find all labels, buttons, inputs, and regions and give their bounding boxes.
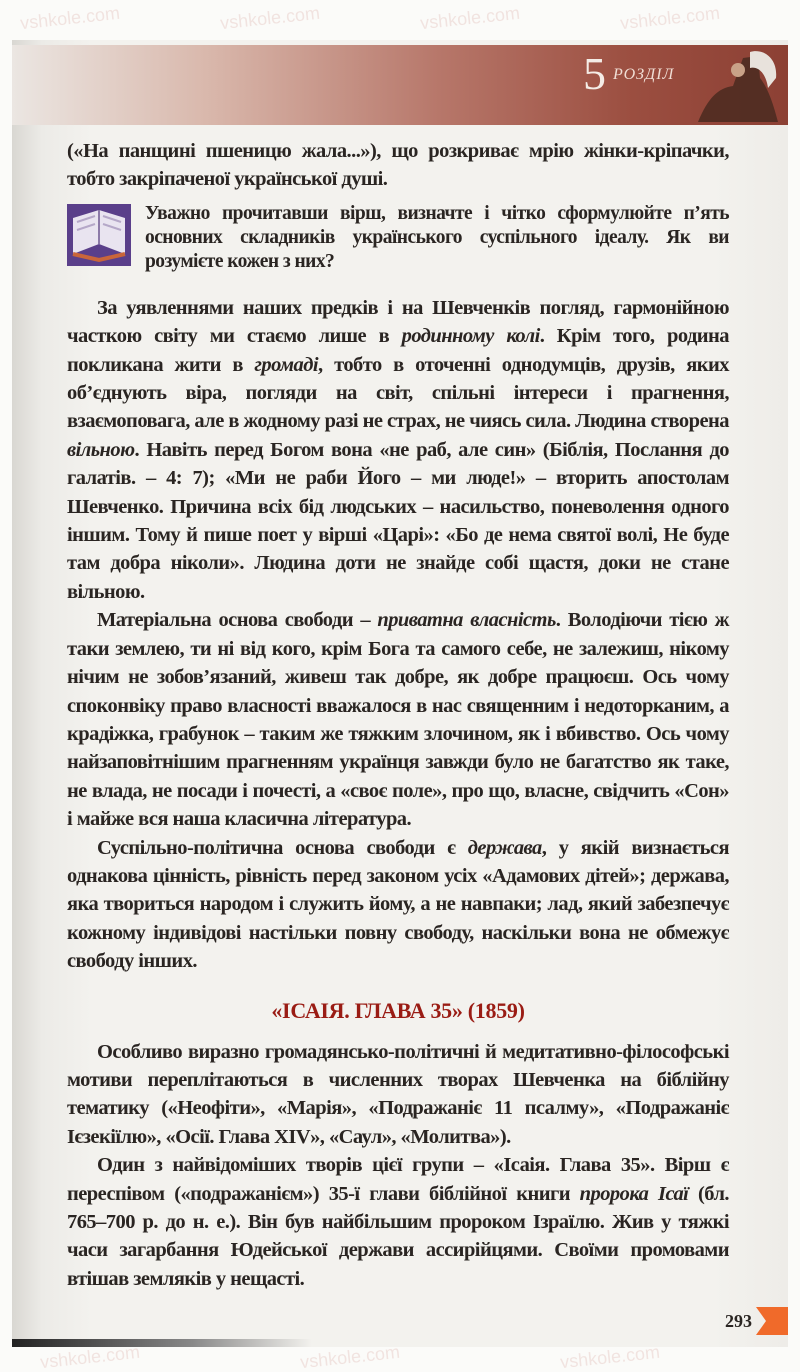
text-run: За уявленнями наших предків і на Шевченків погляд, гармонійною часткою світу ми стаємо лише в: [67, 296, 729, 348]
emphasis-text: вільною: [67, 438, 135, 461]
watermark: vshkole.com: [39, 1341, 141, 1372]
section-text: [67, 1038, 729, 1294]
watermark: vshkole.com: [299, 1341, 401, 1372]
emphasis-text: держава: [467, 836, 542, 859]
text-run: (бл. 765–700 р. до н. е.). Він був найбільшим пророком Ізраїлю. Жив у тяжкі часи загарбання Юдейської держави ассирійцями. Своїми промовами втішав земляків у нещасті.: [67, 1182, 729, 1290]
open-book-question-icon: [67, 204, 131, 266]
chapter-number: 5: [583, 48, 606, 99]
page-footer: [67, 1307, 788, 1335]
intro-paragraph: [67, 137, 729, 194]
main-text: [67, 294, 729, 976]
paragraph: [67, 606, 729, 833]
paragraph: [67, 1038, 729, 1152]
text-run: («На панщині пшеницю жала...»): [67, 140, 377, 162]
page-tab-arrow-icon: [756, 1307, 788, 1335]
text-run: . Вірш є переспівом («подражанієм») 35-ї глави біблійної книги: [67, 1154, 729, 1205]
text-run: Особливо виразно громадянсько-політичні й медитативно-філософські мотиви переплітаються в численних творах Шевченка на біблійну тематику («Неофіти», «Марія», «Подражаніє 11 псалму», «Подражаніє Ієзекіїлю», «Осії. Глава XIV», «Саул», «Молитва»).: [67, 1040, 729, 1148]
page-edge: [12, 1339, 312, 1347]
text-run: , що розкриває мрію жінки-кріпачки, тобто закріпаченої української душі.: [67, 140, 729, 191]
emphasis-text: родинному колі: [401, 325, 540, 348]
paragraph: [67, 1151, 729, 1293]
watermark: vshkole.com: [19, 2, 121, 34]
section-title: «ІСАІЯ. ГЛАВА 35» (1859): [271, 997, 525, 1023]
text-run: «Ісаія. Глава 35»: [493, 1154, 650, 1177]
page-number: 293: [725, 1310, 752, 1331]
question-text: Уважно прочитавши вірш, визначте і чітко сформулюйте п’ять основних складників українського суспільного ідеалу. Як ви розумієте кожен з них?: [145, 202, 729, 272]
text-run: , тобто в оточенні однодумців, друзів, яких об’єднують віра, погляди на світ, спільні інтереси і прагнення, взаємоповага, але в жодному разі не страх, не чиясь сила. Людина створена: [67, 353, 729, 433]
watermark: vshkole.com: [219, 2, 321, 34]
page-content: [67, 137, 752, 1335]
text-run: . Крім того, родина покликана жити в: [67, 325, 729, 376]
paragraph: [67, 294, 729, 606]
text-run: Матеріальна основа свободи –: [97, 609, 378, 632]
watermark: vshkole.com: [619, 2, 721, 34]
text-run: Суспільно-політична основа свободи є: [97, 836, 468, 859]
chapter-illustration-icon: [688, 48, 784, 122]
emphasis-text: громаді: [254, 353, 319, 376]
text-run: Один з найвідоміших творів цієї групи –: [97, 1154, 494, 1177]
watermark: vshkole.com: [419, 2, 521, 34]
paragraph: [67, 137, 729, 194]
text-run: , у якій визнається однакова цінність, рівність перед законом усіх «Адамових дітей»; держава, яка твориться народом і служить йому, а не навпаки; лад, який забезпечує кожному індивідові настільки повну свободу, наскільки вона не обмежує свободу інших.: [67, 836, 729, 973]
text-run: . Навіть перед Богом вона «не раб, але син» (Біблія, Послання до галатів. – 4: 7); «Ми не раби Його – ми люде!» – вторить апостолам Шевченко. Причина всіх бід людських – насильство, поневолення одного іншим. Тому й пише поет у вірші «Царі»: «Бо де нема святої волі, Не буде там добра ніколи». Людина доти не знайде собі щастя, доки не стане вільною.: [67, 438, 729, 603]
chapter-label: РОЗДІЛ: [613, 66, 675, 83]
watermark: vshkole.com: [559, 1341, 661, 1372]
emphasis-text: пророка Ісаї: [579, 1182, 689, 1205]
emphasis-text: приватна власність: [377, 609, 556, 632]
question-block: [67, 202, 729, 274]
text-run: . Володіючи тією ж таки землею, ти ні від кого, крім Бога та самого себе, не залежиш, нікому нічим не зобов’язаний, живеш так добре, як добре працюєш. Ось чому споконвіку право власності вважалося в нас священним і недоторканим, а крадіжка, грабунок – таким же тяжким злочином, як і вбивство. Ось чому найзаповітнішим прагненням українця завжди було не багатство як таке, не влада, не посади і почесті, а «своє поле», про що, власне, свідчить «Сон» і майже вся наша класична література.: [67, 609, 729, 831]
paragraph: [67, 834, 729, 976]
chapter-header-band: [12, 45, 788, 125]
